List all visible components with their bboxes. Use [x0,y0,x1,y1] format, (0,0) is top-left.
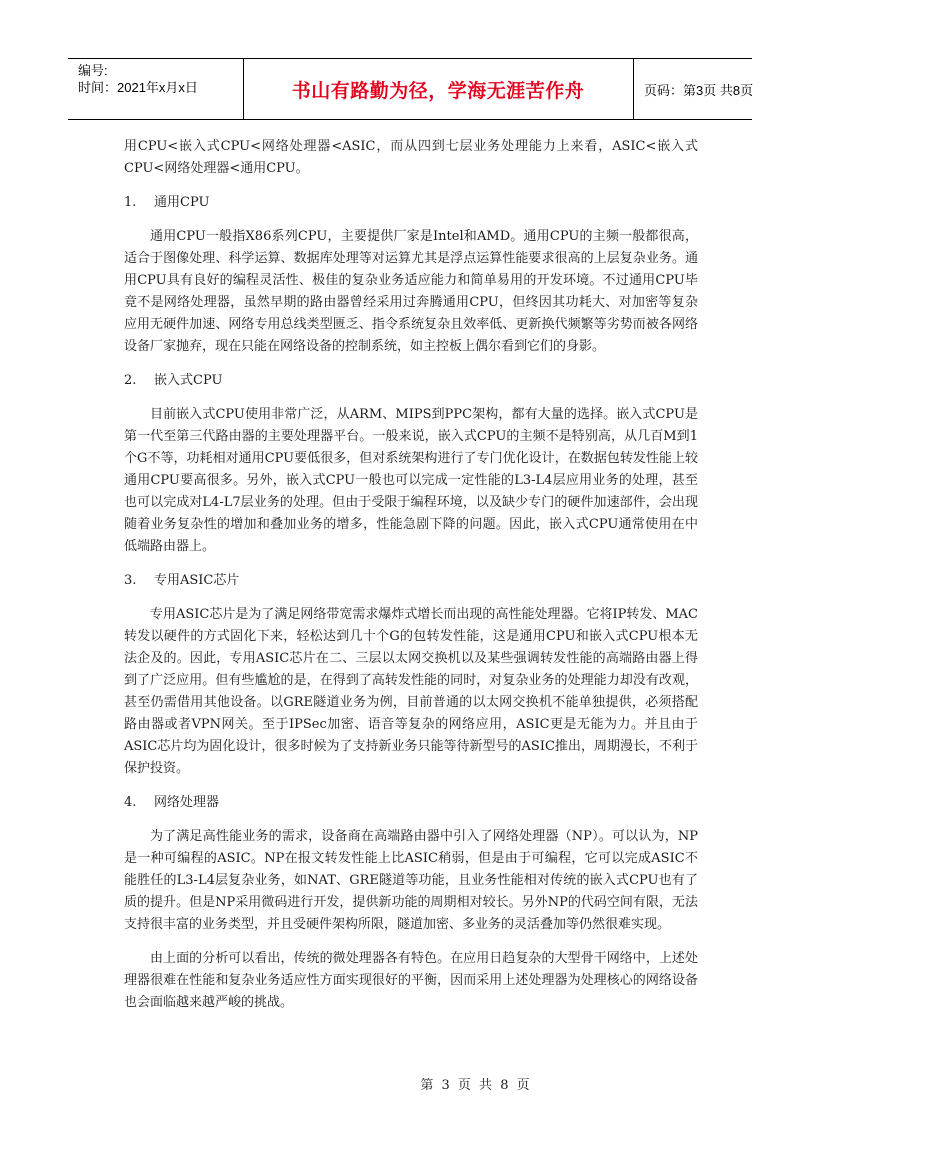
paragraph-embedded-cpu: 目前嵌入式CPU使用非常广泛，从ARM、MIPS到PPC架构，都有大量的选择。嵌入式CPU是第一代至第三代路由器的主要处理器平台。一般来说，嵌入式CPU的主频不是特别高，从几百M到1个G不等，功耗相对通用CPU要低很多，但对系统架构进行了专门优化设计，在数据包转发性能上较通用CPU要高很多。另外，嵌入式CPU一般也可以完成一定性能的L3-L4层应用业务的处理，甚至也可以完成对L4-L7层业务的处理。但由于受限于编程环境，以及缺少专门的硬件加速部件，会出现随着业务复杂性的增加和叠加业务的增多，性能急剧下降的问题。因此，嵌入式CPU通常使用在中低端路由器上。 [124,407,698,554]
section-heading-general-cpu [124,192,698,214]
section-number: 2. [124,373,137,388]
header-page-info: 页码：第3页 共8页 [644,82,754,98]
section-number: 1. [124,195,137,210]
section-title: 专用ASIC芯片 [154,573,240,588]
header-divider-right [633,59,634,119]
document-body [124,136,698,1014]
document-time: 时间：2021年x月x日 [78,80,198,95]
section-heading-embedded-cpu [124,370,698,392]
paragraph-general-cpu: 通用CPU一般指X86系列CPU，主要提供厂家是Intel和AMD。通用CPU的主频一般都很高，适合于图像处理、科学运算、数据库处理等对运算尤其是浮点运算性能要求很高的上层复杂业务。通用CPU具有良好的编程灵活性、极佳的复杂业务适应能力和简单易用的开发环境。不过通用CPU毕竟不是网络处理器，虽然早期的路由器曾经采用过奔腾通用CPU，但终因其功耗大、对加密等复杂应用无硬件加速、网络专用总线类型匮乏、指令系统复杂且效率低、更新换代频繁等劣势而被各网络设备厂家抛弃，现在只能在网络设备的控制系统，如主控板上偶尔看到它们的身影。 [124,229,698,354]
page-footer: 第 3 页 共 8 页 [420,1078,530,1093]
page-header [68,58,752,120]
header-motto: 书山有路勤为径，学海无涯苦作舟 [291,79,585,102]
section-heading-network-processor [124,792,698,814]
paragraph-conclusion: 由上面的分析可以看出，传统的微处理器各有特色。在应用日趋复杂的大型骨干网络中，上述处理器很难在性能和复杂业务适应性方面实现很好的平衡，因而采用上述处理器为处理核心的网络设备也会面临越来越严峻的挑战。 [124,951,698,1010]
document-number-label: 编号: [78,63,108,78]
section-title: 嵌入式CPU [154,373,223,388]
header-meta [78,62,246,96]
section-title: 通用CPU [154,195,210,210]
intro-paragraph: 用CPU<嵌入式CPU<网络处理器<ASIC，而从四到七层业务处理能力上来看，ASIC<嵌入式CPU<网络处理器<通用CPU。 [124,139,698,176]
section-heading-asic [124,570,698,592]
section-number: 4. [124,795,137,810]
paragraph-network-processor: 为了满足高性能业务的需求，设备商在高端路由器中引入了网络处理器（NP）。可以认为，NP是一种可编程的ASIC。NP在报文转发性能上比ASIC稍弱，但是由于可编程，它可以完成ASIC不能胜任的L3-L4层复杂业务，如NAT、GRE隧道等功能，且业务性能相对传统的嵌入式CPU也有了质的提升。但是NP采用微码进行开发，提供新功能的周期相对较长。另外NP的代码空间有限，无法支持很丰富的业务类型，并且受硬件架构所限，隧道加密、多业务的灵活叠加等仍然很难实现。 [124,829,698,932]
section-title: 网络处理器 [154,795,220,810]
paragraph-asic: 专用ASIC芯片是为了满足网络带宽需求爆炸式增长而出现的高性能处理器。它将IP转发、MAC转发以硬件的方式固化下来，轻松达到几十个G的包转发性能，这是通用CPU和嵌入式CPU根本无法企及的。因此，专用ASIC芯片在二、三层以太网交换机以及某些强调转发性能的高端路由器上得到了广泛应用。但有些尴尬的是，在得到了高转发性能的同时，对复杂业务的处理能力却没有改观，甚至仍需借用其他设备。以GRE隧道业务为例，目前普通的以太网交换机不能单独提供，必须搭配路由器或者VPN网关。至于IPSec加密、语音等复杂的网络应用，ASIC更是无能为力。并且由于ASIC芯片均为固化设计，很多时候为了支持新业务只能等待新型号的ASIC推出，周期漫长，不利于保护投资。 [124,607,698,776]
section-number: 3. [124,573,137,588]
